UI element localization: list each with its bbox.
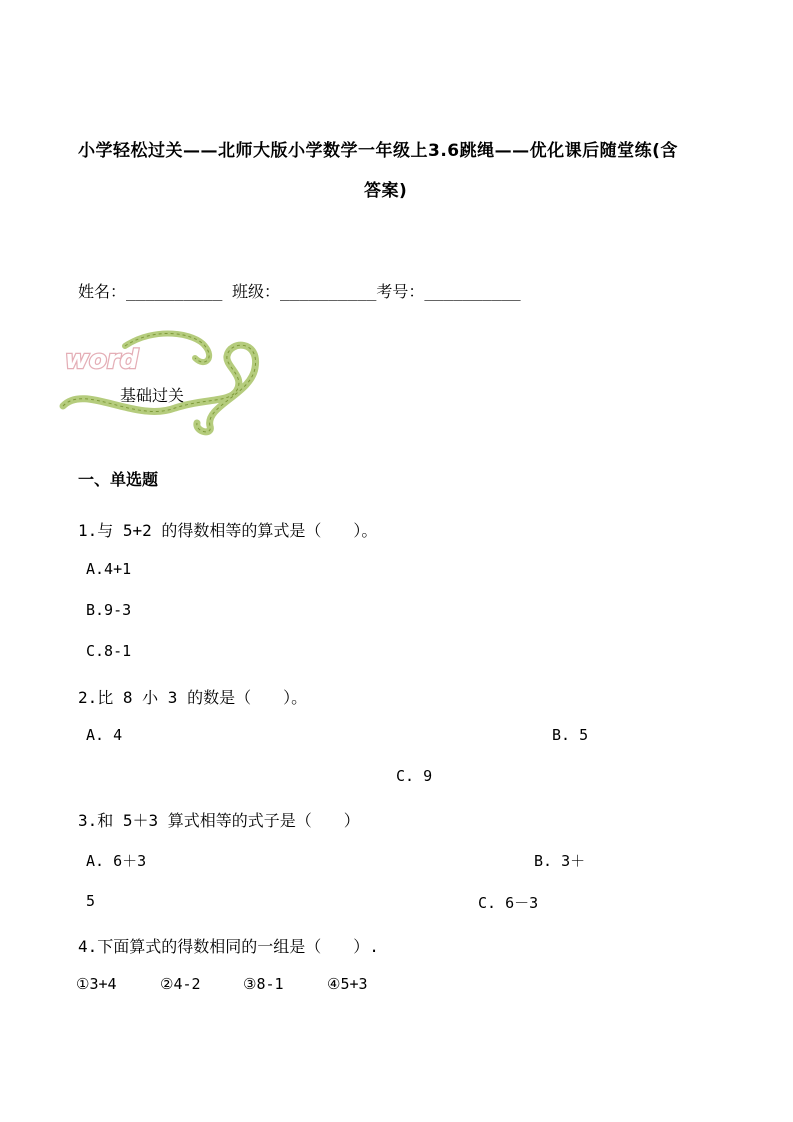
section-heading: 一、单选题 [78, 470, 159, 489]
name-label: 姓名： [78, 282, 127, 301]
question-3-option-a[interactable]: A. 6＋3 [86, 852, 147, 870]
question-2-stem: 2.比 8 小 3 的数是（ ）。 [78, 688, 308, 707]
question-1-stem: 1.与 5+2 的得数相等的算式是（ ）。 [78, 521, 378, 540]
question-1-option-c[interactable]: C.8-1 [86, 642, 132, 660]
document-title-line1: 小学轻松过关——北师大版小学数学一年级上3.6跳绳——优化课后随堂练(含 [78, 141, 678, 161]
word-logo-text: word [65, 345, 139, 375]
question-2-option-a[interactable]: A. 4 [86, 726, 123, 744]
question-2-option-b[interactable]: B. 5 [552, 726, 589, 744]
question-4-item-2: ②4-2 [160, 975, 201, 993]
student-info-row [78, 279, 521, 302]
name-blank[interactable]: __________ [126, 282, 223, 301]
question-4-item-3: ③8-1 [243, 975, 284, 993]
question-3-option-b-continued: 5 [86, 892, 96, 910]
question-4-item-4: ④5+3 [327, 975, 368, 993]
question-3-option-b[interactable]: B. 3＋ [534, 852, 586, 870]
banner-label: 基础过关 [120, 386, 185, 405]
class-label: 班级： [231, 282, 280, 301]
question-3-stem: 3.和 5＋3 算式相等的式子是（ ） [78, 811, 360, 830]
question-4-stem: 4.下面算式的得数相同的一组是（ ）. [78, 937, 379, 956]
question-4-item-1: ①3+4 [76, 975, 117, 993]
exam-blank[interactable]: __________ [424, 282, 521, 301]
question-1-option-a[interactable]: A.4+1 [86, 560, 132, 578]
class-blank[interactable]: __________ [280, 282, 377, 301]
question-1-option-b[interactable]: B.9-3 [86, 601, 132, 619]
question-3-option-c[interactable]: C. 6－3 [478, 894, 539, 912]
document-title-line2: 答案) [364, 181, 408, 201]
question-2-option-c[interactable]: C. 9 [396, 767, 433, 785]
exam-label: 考号： [376, 282, 425, 301]
